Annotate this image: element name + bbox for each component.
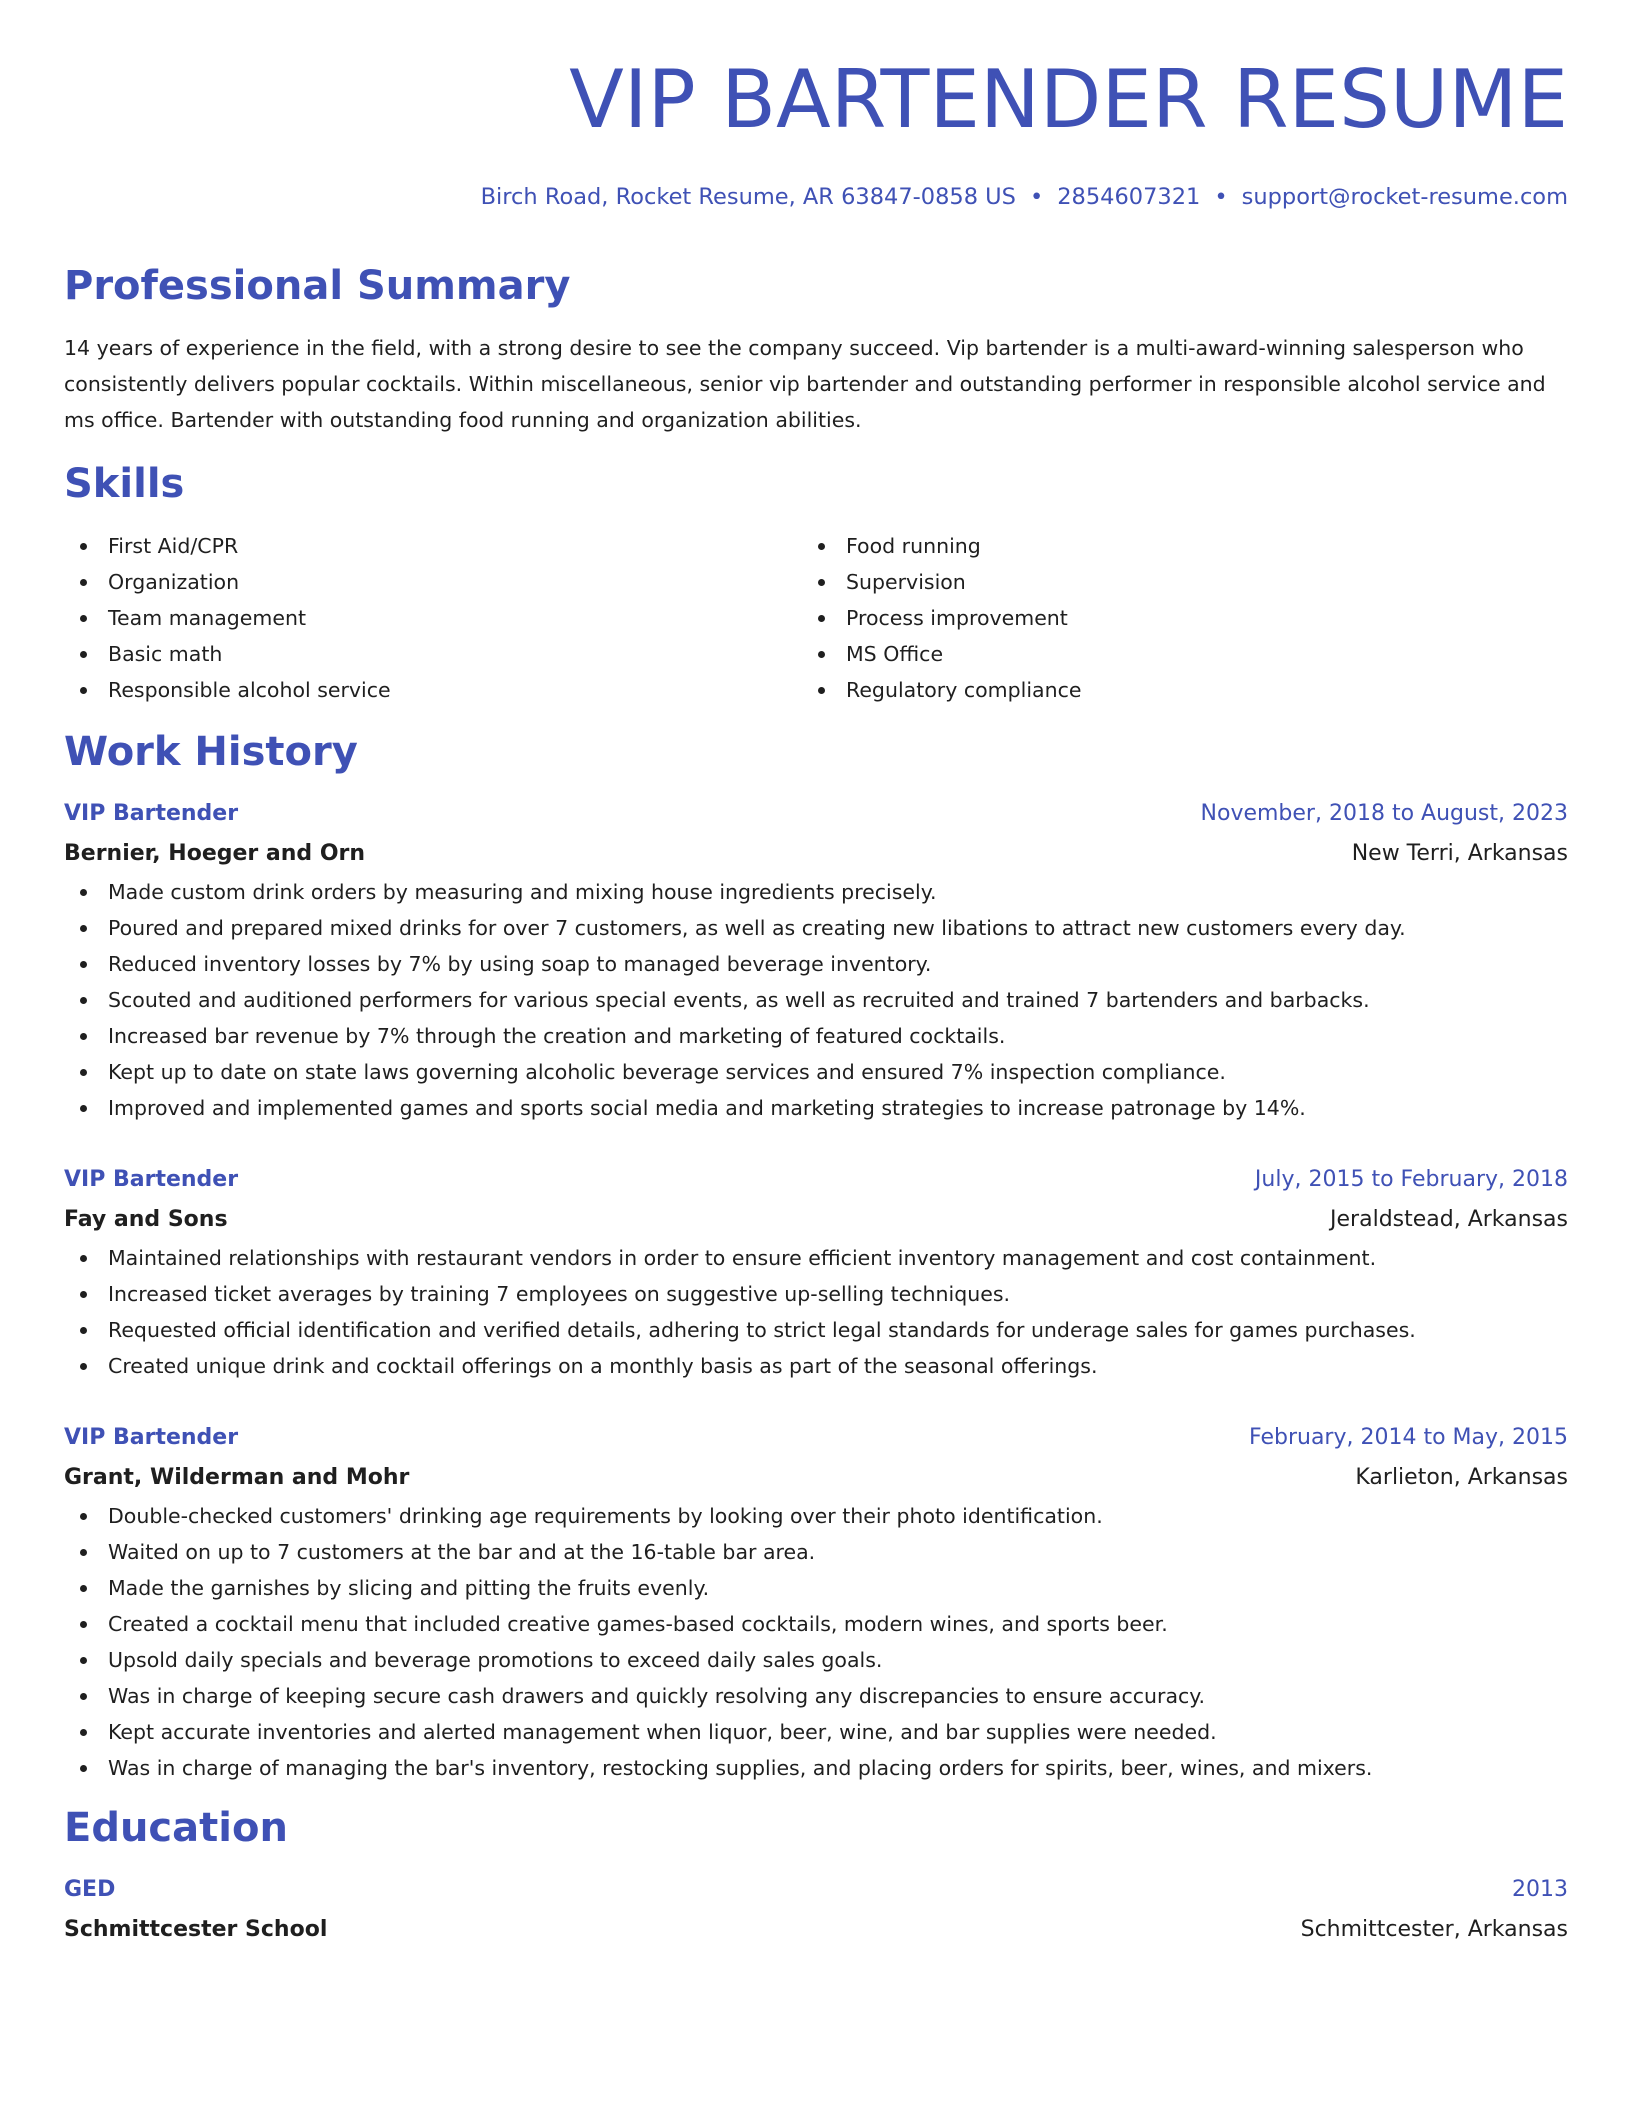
job-duty: Poured and prepared mixed drinks for over 7 customers, as well as creating new libations to attract new customers every day. bbox=[64, 910, 1568, 946]
skill-item: Regulatory compliance bbox=[802, 672, 1540, 708]
education-degree: GED bbox=[64, 1877, 116, 1902]
education-school: Schmittcester School bbox=[64, 1917, 328, 1942]
job-duty: Increased bar revenue by 7% through the creation and marketing of featured cocktails. bbox=[64, 1018, 1568, 1054]
job-duty: Was in charge of managing the bar's inventory, restocking supplies, and placing orders for spirits, beer, wines, and mixers. bbox=[64, 1750, 1568, 1786]
education-degree-row bbox=[64, 1870, 1568, 1910]
job-title-row bbox=[64, 1418, 1568, 1458]
job-duty: Requested official identification and verified details, adhering to strict legal standards for underage sales for games purchases. bbox=[64, 1312, 1568, 1348]
job-duty: Improved and implemented games and sports social media and marketing strategies to increase patronage by 14%. bbox=[64, 1090, 1568, 1126]
skills-list-left bbox=[64, 528, 802, 708]
skill-item: First Aid/CPR bbox=[64, 528, 802, 564]
job-entry bbox=[64, 1160, 1568, 1384]
job-company: Bernier, Hoeger and Orn bbox=[64, 841, 366, 866]
job-duties-list bbox=[64, 874, 1568, 1126]
contact-email: support@rocket-resume.com bbox=[1241, 184, 1568, 210]
job-duty: Kept up to date on state laws governing alcoholic beverage services and ensured 7% inspection compliance. bbox=[64, 1054, 1568, 1090]
education-location: Schmittcester, Arkansas bbox=[1300, 1917, 1568, 1942]
skill-item: Responsible alcohol service bbox=[64, 672, 802, 708]
skill-item: Supervision bbox=[802, 564, 1540, 600]
job-company-row bbox=[64, 834, 1568, 874]
skills-grid bbox=[64, 528, 1568, 708]
contact-separator: • bbox=[1214, 184, 1228, 210]
skills-section bbox=[64, 460, 1568, 708]
job-duty: Created a cocktail menu that included creative games-based cocktails, modern wines, and sports beer. bbox=[64, 1606, 1568, 1642]
contact-separator: • bbox=[1029, 184, 1044, 210]
job-dates: November, 2018 to August, 2023 bbox=[1200, 801, 1568, 826]
job-dates: February, 2014 to May, 2015 bbox=[1249, 1425, 1568, 1450]
job-company-row bbox=[64, 1200, 1568, 1240]
job-entry bbox=[64, 1418, 1568, 1786]
skill-item: Food running bbox=[802, 528, 1540, 564]
job-location: Karlieton, Arkansas bbox=[1355, 1465, 1568, 1490]
job-duties-list bbox=[64, 1498, 1568, 1786]
job-location: New Terri, Arkansas bbox=[1351, 841, 1568, 866]
job-company: Fay and Sons bbox=[64, 1207, 228, 1232]
job-duty: Made the garnishes by slicing and pitting the fruits evenly. bbox=[64, 1570, 1568, 1606]
summary-text: 14 years of experience in the field, with a strong desire to see the company succeed. Vip bartender is a multi-award-winning salesperson who consistently delivers popular cocktails. Within miscellaneous, senior vip bartender and outstanding performer in responsible alcohol service and ms office. Bartender with outstanding food running and organization abilities. bbox=[64, 336, 1546, 432]
skill-item: Team management bbox=[64, 600, 802, 636]
job-duty: Created unique drink and cocktail offerings on a monthly basis as part of the seasonal offerings. bbox=[64, 1348, 1568, 1384]
skill-item: MS Office bbox=[802, 636, 1540, 672]
job-duty: Increased ticket averages by training 7 employees on suggestive up-selling techniques. bbox=[64, 1276, 1568, 1312]
summary-section bbox=[64, 262, 1568, 438]
job-company: Grant, Wilderman and Mohr bbox=[64, 1465, 410, 1490]
resume-header bbox=[64, 52, 1568, 212]
job-duty: Made custom drink orders by measuring and mixing house ingredients precisely. bbox=[64, 874, 1568, 910]
skill-item: Organization bbox=[64, 564, 802, 600]
education-heading: Education bbox=[64, 1805, 288, 1851]
job-title: VIP Bartender bbox=[64, 1167, 239, 1192]
skills-list-right bbox=[802, 528, 1540, 708]
contact-line bbox=[64, 182, 1568, 212]
job-duty: Waited on up to 7 customers at the bar and at the 16-table bar area. bbox=[64, 1534, 1568, 1570]
resume-title: VIP BARTENDER RESUME bbox=[569, 53, 1568, 146]
job-title-row bbox=[64, 1160, 1568, 1200]
contact-phone: 2854607321 bbox=[1057, 184, 1201, 210]
skills-heading: Skills bbox=[64, 461, 185, 507]
skills-column-left bbox=[64, 528, 802, 708]
work-history-section bbox=[64, 728, 1568, 1786]
job-duty: Kept accurate inventories and alerted management when liquor, beer, wine, and bar supplies were needed. bbox=[64, 1714, 1568, 1750]
job-title-row bbox=[64, 794, 1568, 834]
work-history-heading: Work History bbox=[64, 729, 358, 775]
job-duty: Was in charge of keeping secure cash drawers and quickly resolving any discrepancies to ensure accuracy. bbox=[64, 1678, 1568, 1714]
summary-heading: Professional Summary bbox=[64, 263, 571, 309]
job-duty: Reduced inventory losses by 7% by using soap to managed beverage inventory. bbox=[64, 946, 1568, 982]
job-duty: Double-checked customers' drinking age requirements by looking over their photo identification. bbox=[64, 1498, 1568, 1534]
skill-item: Basic math bbox=[64, 636, 802, 672]
skills-column-right bbox=[802, 528, 1540, 708]
job-duty: Maintained relationships with restaurant vendors in order to ensure efficient inventory management and cost containment. bbox=[64, 1240, 1568, 1276]
education-entry bbox=[64, 1870, 1568, 1950]
job-dates: July, 2015 to February, 2018 bbox=[1254, 1167, 1568, 1192]
skill-item: Process improvement bbox=[802, 600, 1540, 636]
job-duties-list bbox=[64, 1240, 1568, 1384]
job-duty: Upsold daily specials and beverage promotions to exceed daily sales goals. bbox=[64, 1642, 1568, 1678]
education-school-row bbox=[64, 1910, 1568, 1950]
job-title: VIP Bartender bbox=[64, 1425, 239, 1450]
education-section bbox=[64, 1804, 1568, 1950]
contact-address: Birch Road, Rocket Resume, AR 63847-0858 US bbox=[480, 184, 1016, 210]
education-year: 2013 bbox=[1512, 1877, 1568, 1902]
job-duty: Scouted and auditioned performers for various special events, as well as recruited and trained 7 bartenders and barbacks. bbox=[64, 982, 1568, 1018]
job-location: Jeraldstead, Arkansas bbox=[1330, 1207, 1568, 1232]
job-title: VIP Bartender bbox=[64, 801, 239, 826]
job-entry bbox=[64, 794, 1568, 1126]
job-company-row bbox=[64, 1458, 1568, 1498]
